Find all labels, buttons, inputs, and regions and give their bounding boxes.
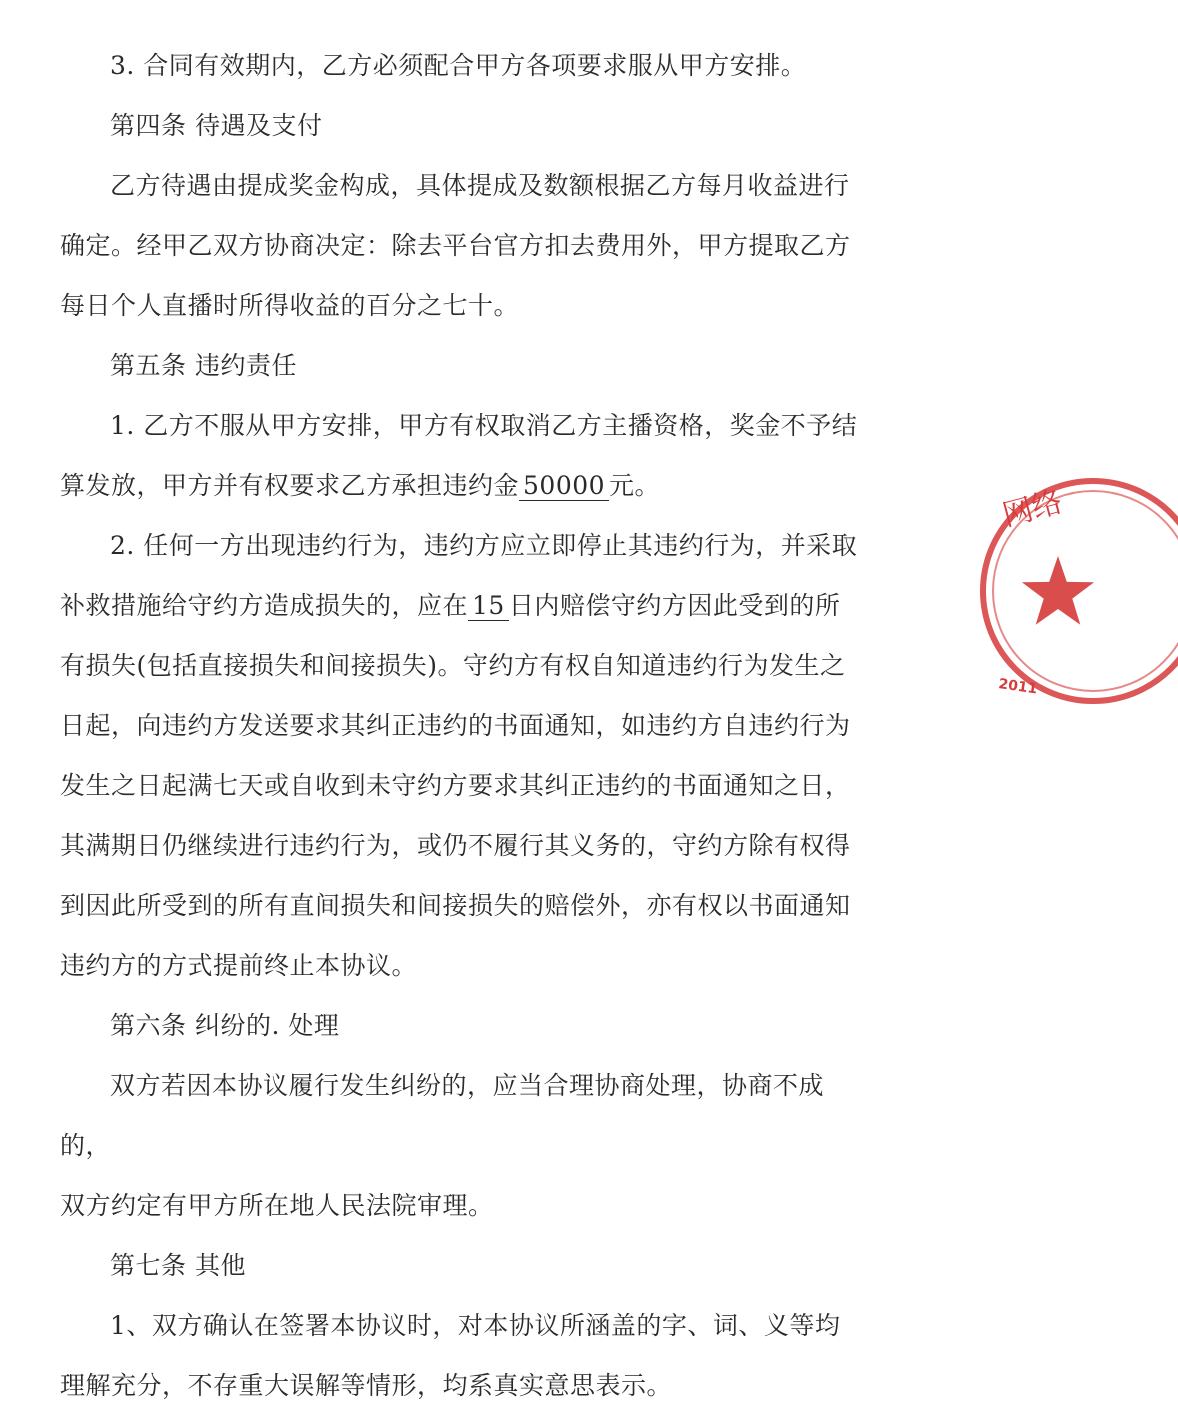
clause-5-2-line-5: 发生之日起满七天或自收到未守约方要求其纠正违约的书面通知之日， xyxy=(60,771,851,800)
clause-7-1-line-2: 理解充分，不存重大误解等情形，均系真实意思表示。 xyxy=(60,1371,673,1400)
seal-text-bottom: 2011 xyxy=(997,676,1039,698)
compensation-days: 15 xyxy=(468,592,509,621)
clause-5-2-line-8: 违约方的方式提前终止本协议。 xyxy=(60,951,418,980)
article-6-line-2: 双方约定有甲方所在地人民法院审理。 xyxy=(60,1191,494,1220)
contract-body xyxy=(60,36,860,1416)
article-7-heading: 第七条 其他 xyxy=(110,1251,246,1280)
article-6-line-1: 双方若因本协议履行发生纠纷的，应当合理协商处理，协商不成的， xyxy=(60,1071,825,1160)
article-4-line-2: 确定。经甲乙双方协商决定：除去平台官方扣去费用外，甲方提取乙方 xyxy=(60,231,851,260)
clause-5-2-line-3: 有损失(包括直接损失和间接损失)。守约方有权自知道违约行为发生之 xyxy=(60,651,846,680)
seal-graphic xyxy=(978,466,1178,716)
compensation-text: 补救措施给守约方造成损失的，应在 xyxy=(60,591,469,620)
compensation-text-tail: 日内赔偿守约方因此受到的所 xyxy=(508,591,841,620)
clause-5-2-line-4: 日起，向违约方发送要求其纠正违约的书面通知，如违约方自违约行为 xyxy=(60,711,851,740)
clause-5-2-line-6: 其满期日仍继续进行违约行为，或仍不履行其义务的，守约方除有权得 xyxy=(60,831,851,860)
article-4-heading: 第四条 待遇及支付 xyxy=(110,111,323,140)
article-5-heading: 第五条 违约责任 xyxy=(110,351,297,380)
article-4-line-3: 每日个人直播时所得收益的百分之七十。 xyxy=(60,291,520,320)
penalty-text: 算发放，甲方并有权要求乙方承担违约金 xyxy=(60,471,520,500)
clause-5-1-line-2 xyxy=(60,456,860,516)
clause-5-2-line-7: 到因此所受到的所有直间损失和间接损失的赔偿外，亦有权以书面通知 xyxy=(60,891,851,920)
clause-7-1-line-1: 1、双方确认在签署本协议时，对本协议所涵盖的字、词、义等均 xyxy=(110,1311,841,1340)
article-4-line-1: 乙方待遇由提成奖金构成，具体提成及数额根据乙方每月收益进行 xyxy=(110,171,850,200)
clause-3-3: 3. 合同有效期内，乙方必须配合甲方各项要求服从甲方安排。 xyxy=(110,51,807,80)
seal-text-top: 网络 xyxy=(999,484,1067,534)
clause-5-2-line-2 xyxy=(60,576,860,636)
article-6-heading: 第六条 纠纷的. 处理 xyxy=(110,1011,340,1040)
penalty-unit: 元。 xyxy=(609,471,661,500)
clause-5-2-line-1: 2. 任何一方出现违约行为，违约方应立即停止其违约行为，并采取 xyxy=(110,531,858,560)
company-seal xyxy=(978,466,1067,716)
clause-5-1-line-1: 1. 乙方不服从甲方安排，甲方有权取消乙方主播资格，奖金不予结 xyxy=(110,411,858,440)
penalty-amount: 50000 xyxy=(519,472,609,501)
